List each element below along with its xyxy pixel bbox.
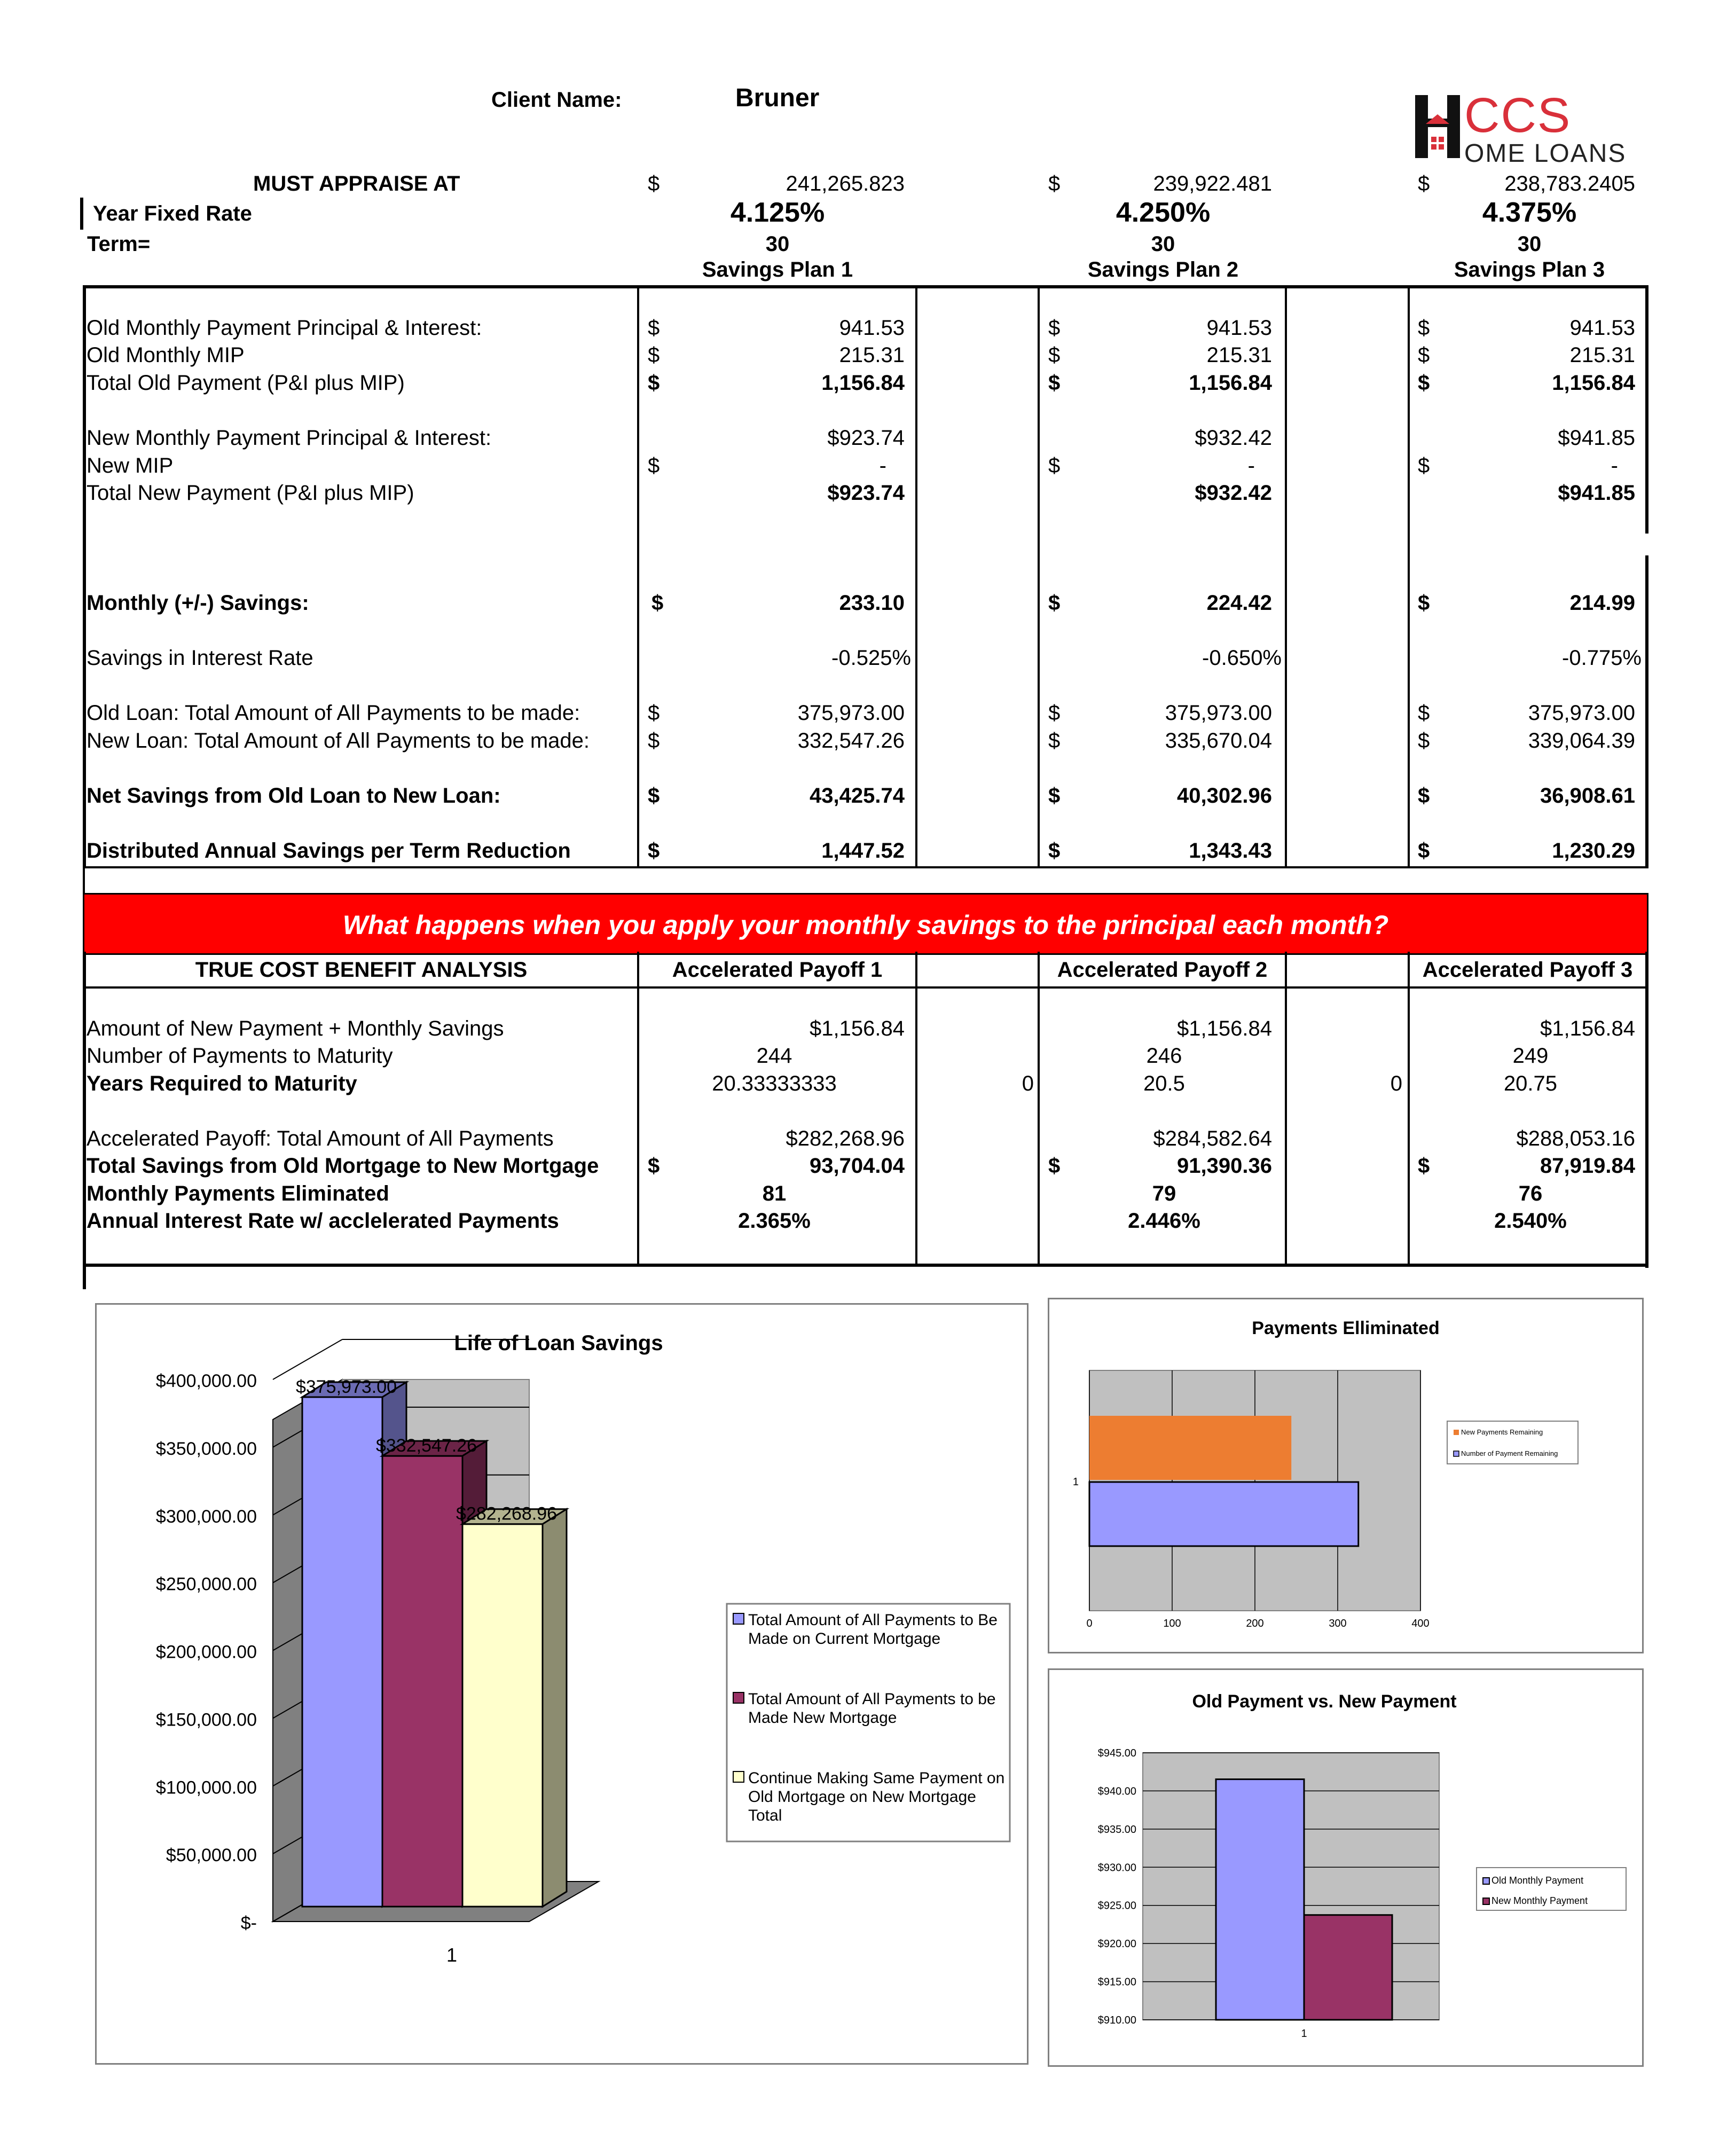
currency-sign: $: [648, 316, 660, 340]
year-fixed-label: Year Fixed Rate: [93, 202, 252, 225]
new-mip-3: -: [1611, 454, 1618, 477]
amount-new-1: $1,156.84: [810, 1017, 905, 1040]
eliminated-3: 76: [1518, 1182, 1543, 1205]
y-tick-label: $945.00: [1097, 1747, 1136, 1759]
new-total-3: $941.85: [1558, 481, 1635, 505]
old-mip-1: 215.31: [839, 343, 905, 367]
legend-swatch: [733, 1613, 744, 1624]
y-tick-label: $400,000.00: [155, 1371, 257, 1391]
rate-3: 4.375%: [1482, 197, 1577, 228]
client-name-label: Client Name:: [491, 88, 622, 112]
x-tick-label: 1: [446, 1944, 458, 1966]
currency-sign: $: [1418, 172, 1430, 195]
data-label: $282,268.96: [456, 1503, 558, 1524]
annual-savings-3: 1,230.29: [1552, 839, 1635, 863]
legend-swatch: [1454, 1430, 1459, 1435]
chart-title: Payments Elliminated: [1252, 1318, 1440, 1338]
appraise-value-2: 239,922.481: [1153, 172, 1272, 195]
old-total-2: 1,156.84: [1189, 371, 1272, 395]
eliminated-1: 81: [762, 1182, 787, 1205]
row-label-eliminated: Monthly Payments Eliminated: [87, 1182, 389, 1205]
currency-sign: $: [648, 729, 660, 752]
bar-side: [543, 1509, 567, 1907]
new-mip-1: -: [879, 454, 886, 477]
currency-sign: $: [1048, 839, 1061, 863]
currency-sign: $: [1048, 371, 1061, 395]
years-2: 20.5: [1143, 1072, 1185, 1095]
row-label-years: Years Required to Maturity: [87, 1072, 357, 1095]
currency-sign: $: [648, 454, 660, 477]
appraise-label: MUST APPRAISE AT: [253, 172, 460, 195]
row-label-old-mip: Old Monthly MIP: [87, 343, 245, 367]
row-label-rate-savings: Savings in Interest Rate: [87, 646, 313, 670]
y-tick-label: $915.00: [1097, 1976, 1136, 1988]
term-3: 30: [1517, 232, 1542, 256]
legend-label: Made New Mortgage: [748, 1709, 897, 1727]
legend-box: [1447, 1421, 1578, 1464]
chart-title: Old Payment vs. New Payment: [1192, 1691, 1457, 1712]
y-tick-label: $250,000.00: [155, 1574, 257, 1595]
currency-sign: $: [1048, 316, 1061, 340]
currency-sign: $: [1048, 1154, 1061, 1178]
rate-1: 4.125%: [730, 197, 825, 228]
currency-sign: $: [1048, 454, 1061, 477]
legend-swatch: [1454, 1451, 1459, 1456]
accelerated-header-1: Accelerated Payoff 1: [672, 958, 883, 982]
num-payments-2: 246: [1146, 1044, 1182, 1068]
total-savings-2: 91,390.36: [1177, 1154, 1272, 1178]
currency-sign: $: [1418, 1154, 1430, 1178]
x-tick-label: 200: [1246, 1618, 1264, 1629]
net-savings-3: 36,908.61: [1540, 784, 1635, 807]
currency-sign: $: [1418, 591, 1430, 615]
new-pi-3: $941.85: [1558, 426, 1635, 450]
accelerated-header-3: Accelerated Payoff 3: [1422, 958, 1633, 982]
x-tick-label: 300: [1329, 1618, 1347, 1629]
rate-2: 4.250%: [1116, 197, 1211, 228]
currency-sign: $: [1418, 454, 1430, 477]
plan-name-3: Savings Plan 3: [1454, 258, 1605, 281]
old-mip-2: 215.31: [1206, 343, 1272, 367]
x-tick-label: 1: [1301, 2028, 1307, 2040]
zero-mark-2: 0: [1390, 1072, 1402, 1095]
currency-sign: $: [648, 172, 660, 195]
bar: [1089, 1416, 1291, 1480]
old-loan-total-1: 375,973.00: [797, 701, 905, 725]
new-mip-2: -: [1247, 454, 1255, 477]
currency-sign: $: [1418, 784, 1430, 807]
currency-sign: $: [1418, 701, 1430, 725]
payments-eliminated-chart: [1048, 1298, 1644, 1653]
currency-sign: $: [648, 784, 660, 807]
y-tick-label: $350,000.00: [155, 1438, 257, 1459]
payments-eliminated-svg: [1049, 1299, 1642, 1652]
eliminated-2: 79: [1152, 1182, 1176, 1205]
y-tick-label: $920.00: [1097, 1938, 1136, 1950]
bar-front: [462, 1524, 543, 1907]
legend-label: Old Monthly Payment: [1491, 1875, 1584, 1886]
old-loan-total-3: 375,973.00: [1528, 701, 1635, 725]
currency-sign: $: [1048, 343, 1061, 367]
y-tick-label: $100,000.00: [155, 1777, 257, 1798]
row-label-old-loan-total: Old Loan: Total Amount of All Payments to be made:: [87, 701, 580, 725]
appraise-value-1: 241,265.823: [786, 172, 905, 195]
currency-sign: $: [648, 1154, 660, 1178]
legend-label: Total: [748, 1807, 782, 1824]
y-tick-label: $150,000.00: [155, 1710, 257, 1730]
new-pi-2: $932.42: [1195, 426, 1272, 450]
accel-total-2: $284,582.64: [1153, 1127, 1272, 1150]
legend-label: New Monthly Payment: [1491, 1895, 1588, 1906]
row-label-amount-new: Amount of New Payment + Monthly Savings: [87, 1017, 504, 1040]
row-label-num-payments: Number of Payments to Maturity: [87, 1044, 393, 1068]
row-label-new-pi: New Monthly Payment Principal & Interest:: [87, 426, 492, 450]
years-1: 20.33333333: [712, 1072, 837, 1095]
left-marker: [80, 198, 83, 230]
annual-savings-1: 1,447.52: [821, 839, 905, 863]
monthly-savings-2: 224.42: [1206, 591, 1272, 615]
new-total-1: $923.74: [827, 481, 905, 505]
row-label-old-total: Total Old Payment (P&I plus MIP): [87, 371, 405, 395]
currency-sign: $: [1418, 371, 1430, 395]
row-label-monthly-savings: Monthly (+/-) Savings:: [87, 591, 309, 615]
currency-sign: $: [1418, 316, 1430, 340]
y-tick-label: $925.00: [1097, 1900, 1136, 1912]
legend-swatch: [733, 1771, 744, 1782]
life-of-loan-chart: [95, 1303, 1029, 2065]
row-label-new-mip: New MIP: [87, 454, 174, 477]
monthly-savings-1: 233.10: [839, 591, 905, 615]
chart-title: Life of Loan Savings: [454, 1331, 663, 1355]
y-tick-label: 1: [1072, 1476, 1079, 1488]
y-tick-label: $935.00: [1097, 1823, 1136, 1836]
annual-rate-1: 2.365%: [738, 1209, 811, 1233]
y-tick-label: $200,000.00: [155, 1642, 257, 1663]
currency-sign: $: [648, 371, 660, 395]
new-total-2: $932.42: [1195, 481, 1272, 505]
y-tick-label: $-: [240, 1913, 257, 1933]
new-loan-total-2: 335,670.04: [1165, 729, 1272, 752]
term-label: Term=: [87, 232, 151, 256]
new-pi-1: $923.74: [827, 426, 905, 450]
y-tick-label: $930.00: [1097, 1862, 1136, 1874]
plan-name-1: Savings Plan 1: [702, 258, 853, 281]
legend-label: New Payments Remaining: [1461, 1428, 1543, 1436]
legend-label: Total Amount of All Payments to Be: [748, 1611, 998, 1629]
annual-savings-2: 1,343.43: [1189, 839, 1272, 863]
currency-sign: $: [1418, 343, 1430, 367]
y-tick-label: $910.00: [1097, 2014, 1136, 2026]
logo-text-bottom: OME LOANS: [1464, 139, 1627, 168]
old-total-3: 1,156.84: [1552, 371, 1635, 395]
legend-swatch: [1483, 1898, 1489, 1904]
currency-sign: $: [1418, 729, 1430, 752]
rate-savings-1: -0.525%: [831, 646, 911, 670]
bar: [1216, 1779, 1304, 2020]
new-loan-total-1: 332,547.26: [797, 729, 905, 752]
old-vs-new-chart: [1048, 1668, 1644, 2067]
legend-label: Old Mortgage on New Mortgage: [748, 1788, 976, 1806]
total-savings-3: 87,919.84: [1540, 1154, 1635, 1178]
annual-rate-3: 2.540%: [1494, 1209, 1567, 1233]
x-tick-label: 0: [1086, 1618, 1093, 1629]
currency-sign: $: [1048, 701, 1061, 725]
currency-sign: $: [648, 701, 660, 725]
old-mip-3: 215.31: [1569, 343, 1635, 367]
row-label-total-savings: Total Savings from Old Mortgage to New Mortgage: [87, 1154, 599, 1178]
bar: [1304, 1915, 1392, 2020]
old-total-1: 1,156.84: [821, 371, 905, 395]
net-savings-2: 40,302.96: [1177, 784, 1272, 807]
total-savings-1: 93,704.04: [810, 1154, 905, 1178]
currency-sign: $: [648, 839, 660, 863]
bar-front: [302, 1397, 382, 1907]
legend-swatch: [733, 1692, 744, 1703]
y-tick-label: $300,000.00: [155, 1506, 257, 1527]
divider: [83, 868, 85, 893]
gridline-side: [273, 1339, 342, 1379]
currency-sign: $: [1048, 591, 1061, 615]
zero-mark-1: 0: [1022, 1072, 1034, 1095]
legend-label: Number of Payment Remaining: [1461, 1449, 1558, 1457]
savings-banner: [83, 893, 1648, 955]
x-tick-label: 400: [1411, 1618, 1430, 1629]
net-savings-1: 43,425.74: [810, 784, 905, 807]
legend-label: Continue Making Same Payment on: [748, 1769, 1005, 1787]
logo-text-top: CCS: [1464, 88, 1572, 143]
currency-sign: $: [1048, 729, 1061, 752]
rate-savings-3: -0.775%: [1562, 646, 1642, 670]
currency-sign: $: [1418, 839, 1430, 863]
currency-sign: $: [648, 343, 660, 367]
rate-savings-2: -0.650%: [1202, 646, 1282, 670]
currency-sign: $: [1048, 172, 1061, 195]
row-label-annual-savings: Distributed Annual Savings per Term Reduction: [87, 839, 571, 863]
appraise-value-3: 238,783.2405: [1504, 172, 1635, 195]
old-vs-new-svg: [1049, 1670, 1642, 2065]
currency-sign: $: [651, 591, 664, 615]
legend-label: Made on Current Mortgage: [748, 1630, 941, 1648]
accel-total-3: $288,053.16: [1516, 1127, 1635, 1150]
old-pi-1: 941.53: [839, 316, 905, 340]
plan-name-2: Savings Plan 2: [1087, 258, 1239, 281]
row-label-net-savings: Net Savings from Old Loan to New Loan:: [87, 784, 501, 807]
legend-label: Total Amount of All Payments to be: [748, 1690, 996, 1708]
new-loan-total-3: 339,064.39: [1528, 729, 1635, 752]
old-pi-3: 941.53: [1569, 316, 1635, 340]
data-label: $375,973.00: [295, 1376, 397, 1397]
legend-swatch: [1483, 1878, 1489, 1884]
old-loan-total-2: 375,973.00: [1165, 701, 1272, 725]
row-label-accel-total: Accelerated Payoff: Total Amount of All Payments: [87, 1127, 554, 1150]
monthly-savings-3: 214.99: [1569, 591, 1635, 615]
term-1: 30: [765, 232, 790, 256]
amount-new-2: $1,156.84: [1177, 1017, 1272, 1040]
annual-rate-2: 2.446%: [1128, 1209, 1200, 1233]
bar-front: [382, 1456, 462, 1907]
currency-sign: $: [1048, 784, 1061, 807]
bar: [1089, 1482, 1359, 1546]
company-logo: [1415, 88, 1650, 168]
row-label-old-pi: Old Monthly Payment Principal & Interest:: [87, 316, 482, 340]
y-tick-label: $50,000.00: [166, 1845, 257, 1866]
row-label-new-total: Total New Payment (P&I plus MIP): [87, 481, 414, 505]
life-of-loan-svg: [97, 1305, 1027, 2063]
amount-new-3: $1,156.84: [1540, 1017, 1635, 1040]
years-3: 20.75: [1503, 1072, 1558, 1095]
analysis-title: TRUE COST BENEFIT ANALYSIS: [195, 958, 528, 982]
x-tick-label: 100: [1163, 1618, 1181, 1629]
client-name-value: Bruner: [735, 84, 820, 112]
banner-text: What happens when you apply your monthly savings to the principal each month?: [342, 910, 1389, 940]
row-label-new-loan-total: New Loan: Total Amount of All Payments to be made:: [87, 729, 590, 752]
accelerated-header-2: Accelerated Payoff 2: [1057, 958, 1268, 982]
num-payments-3: 249: [1512, 1044, 1549, 1068]
term-2: 30: [1151, 232, 1175, 256]
y-tick-label: $940.00: [1097, 1785, 1136, 1798]
num-payments-1: 244: [756, 1044, 792, 1068]
data-label: $332,547.26: [375, 1436, 477, 1456]
accel-total-1: $282,268.96: [786, 1127, 905, 1150]
row-label-annual-rate: Annual Interest Rate w/ acclelerated Payments: [87, 1209, 559, 1233]
old-pi-2: 941.53: [1206, 316, 1272, 340]
